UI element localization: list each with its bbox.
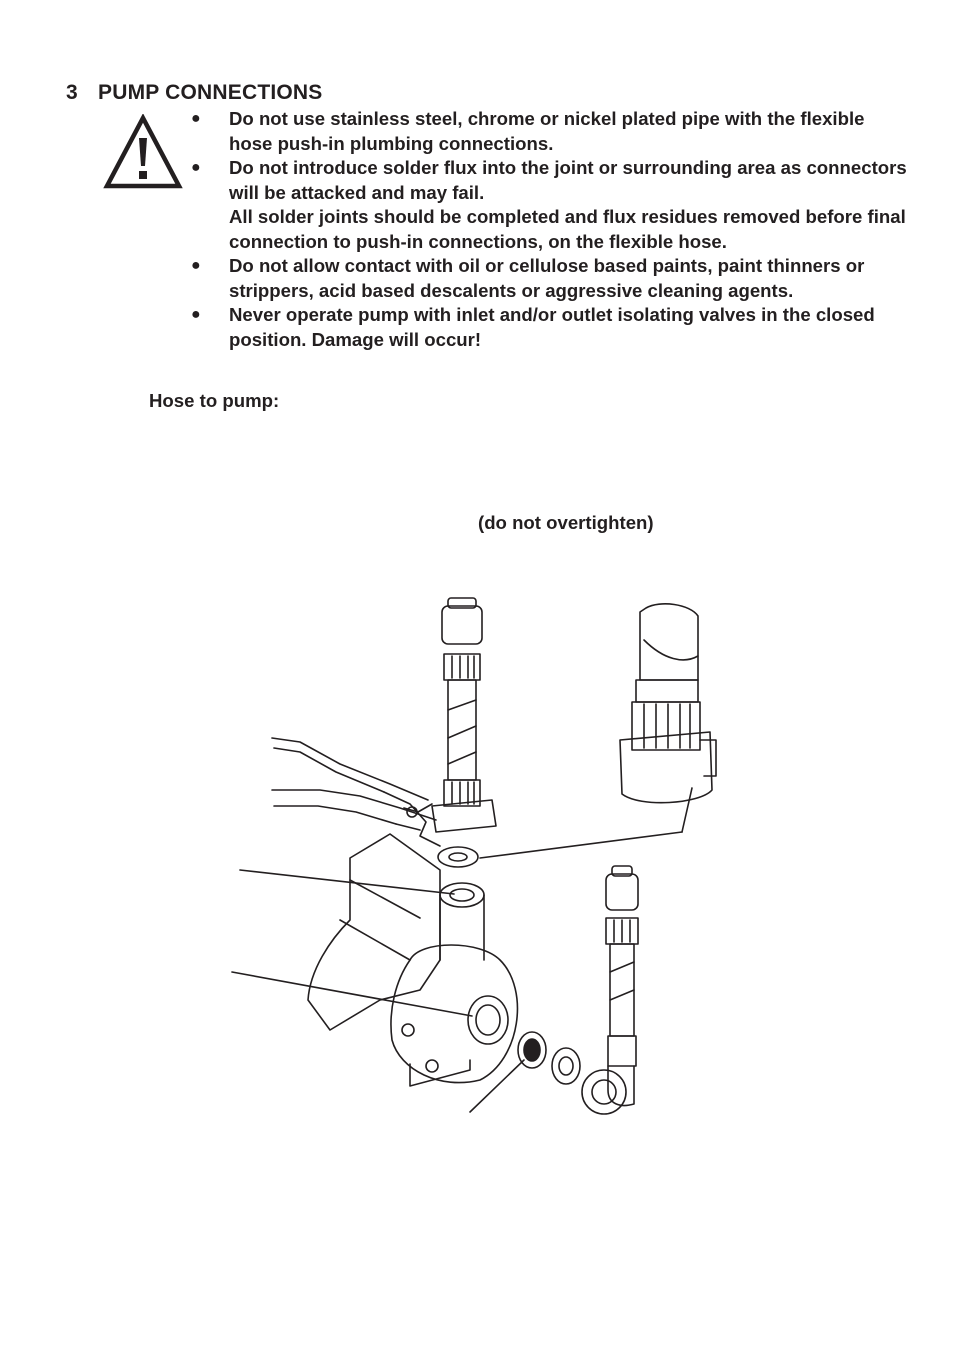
warning-item [188, 303, 908, 352]
pump-connection-diagram [0, 560, 954, 1160]
warning-triangle-icon [103, 114, 183, 190]
washer-upper [438, 847, 478, 867]
section-number: 3 [66, 81, 78, 104]
warning-text: Do not allow contact with oil or cellulose based paints, paint thinners or strippers, acid based descalents or aggressive cleaning agents. [229, 255, 865, 301]
lower-hose-illustration [582, 866, 638, 1114]
tighten-note: (do not overtighten) [478, 512, 654, 533]
bullet-icon: ● [191, 306, 201, 323]
pump-body-illustration [308, 834, 517, 1086]
warning-text: Do not introduce solder flux into the joint or surrounding area as connectors will be attacked and may fail. [229, 157, 907, 203]
warning-text: Never operate pump with inlet and/or outlet isolating valves in the closed position. Damage will occur! [229, 304, 875, 350]
hose-to-pump-heading: Hose to pump: [149, 390, 280, 411]
warning-list [188, 107, 908, 352]
warning-text: Do not use stainless steel, chrome or nickel plated pipe with the flexible hose push-in plumbing connections. [229, 108, 865, 154]
pliers-illustration [272, 738, 440, 846]
bullet-icon: ● [191, 159, 201, 176]
warning-text: All solder joints should be completed and flux residues removed before final connection to push-in connections, on the flexible hose. [229, 206, 906, 252]
section-title: PUMP CONNECTIONS [98, 81, 323, 104]
warning-item [188, 107, 908, 156]
warning-item [188, 156, 908, 254]
bullet-icon: ● [191, 257, 201, 274]
warning-item [188, 254, 908, 303]
bullet-icon: ● [191, 110, 201, 127]
pipe-connector-illustration [620, 604, 716, 803]
washer-lower [552, 1048, 580, 1084]
upper-hose-illustration [432, 598, 496, 832]
